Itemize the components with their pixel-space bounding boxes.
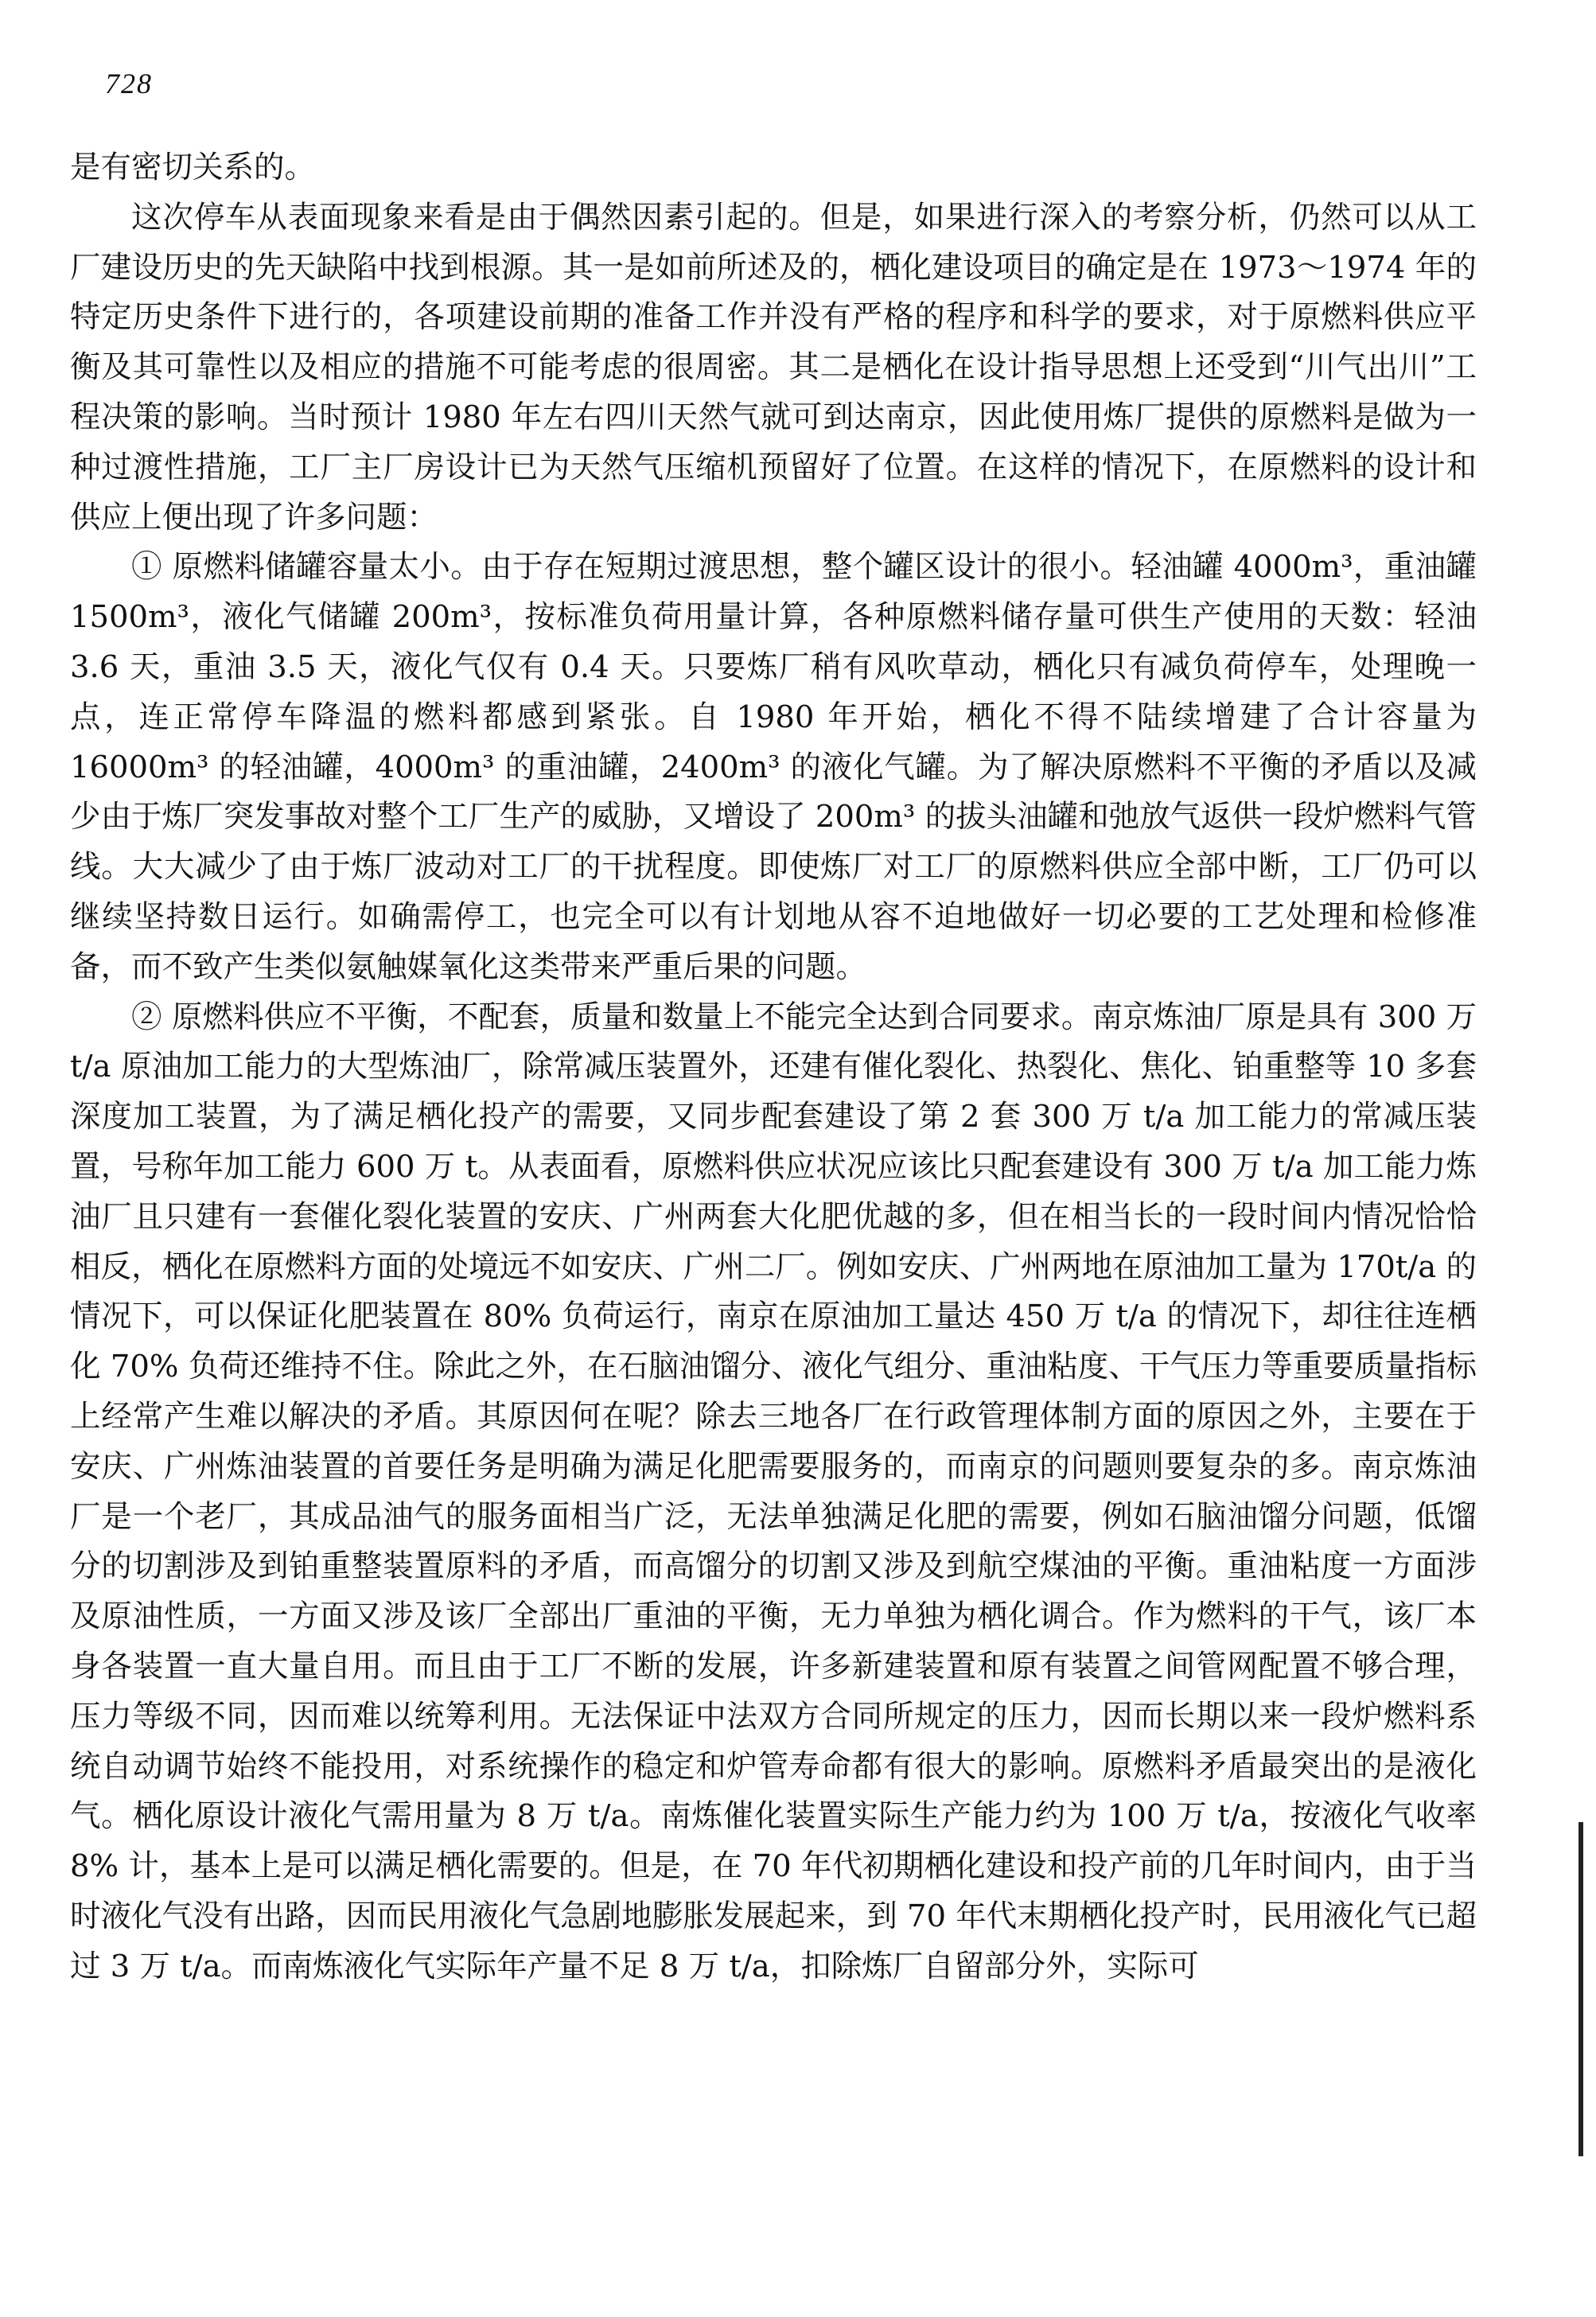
body-text [70, 143, 1477, 1992]
paragraph-continuation: 是有密切关系的。 [70, 150, 316, 185]
page-number: 728 [105, 68, 153, 99]
paragraph-storage-capacity: ① 原燃料储罐容量太小。由于存在短期过渡思想，整个罐区设计的很小。轻油罐 4000m³，重油罐 1500m³，液化气储罐 200m³，按标准负荷用量计算，各种原燃料储存量可供生产使用的天数：轻油 3.6 天，重油 3.5 天，液化气仅有 0.4 天。只要炼厂稍有风吹草动，栖化只有减负荷停车，处理晚一点，连正常停车降温的燃料都感到紧张。自 1980 年开始，栖化不得不陆续增建了合计容量为 16000m³ 的轻油罐，4000m³ 的重油罐，2400m³ 的液化气罐。为了解决原燃料不平衡的矛盾以及减少由于炼厂突发事故对整个工厂生产的威胁，又增设了 200m³ 的拔头油罐和弛放气返供一段炉燃料气管线。大大减少了由于炼厂波动对工厂的干扰程度。即使炼厂对工厂的原燃料供应全部中断，工厂仍可以继续坚持数日运行。如确需停工，也完全可以有计划地从容不迫地做好一切必要的工艺处理和检修准备，而不致产生类似氨触媒氧化这类带来严重后果的问题。 [70, 549, 1477, 985]
paragraph-root-cause: 这次停车从表面现象来看是由于偶然因素引起的。但是，如果进行深入的考察分析，仍然可以从工厂建设历史的先天缺陷中找到根源。其一是如前所述及的，栖化建设项目的确定是在 1973～1974 年的特定历史条件下进行的，各项建设前期的准备工作并没有严格的程序和科学的要求，对于原燃料供应平衡及其可靠性以及相应的措施不可能考虑的很周密。其二是栖化在设计指导思想上还受到“川气出川”工程决策的影响。当时预计 1980 年左右四川天然气就可到达南京，因此使用炼厂提供的原燃料是做为一种过渡性措施，工厂主厂房设计已为天然气压缩机预留好了位置。在这样的情况下，在原燃料的设计和供应上便出现了许多问题： [70, 199, 1477, 535]
paragraph-supply-imbalance: ② 原燃料供应不平衡，不配套，质量和数量上不能完全达到合同要求。南京炼油厂原是具有 300 万 t/a 原油加工能力的大型炼油厂，除常减压装置外，还建有催化裂化、热裂化、焦化、铂重整等 10 多套深度加工装置，为了满足栖化投产的需要，又同步配套建设了第 2 套 300 万 t/a 加工能力的常减压装置，号称年加工能力 600 万 t。从表面看，原燃料供应状况应该比只配套建设有 300 万 t/a 加工能力炼油厂且只建有一套催化裂化装置的安庆、广州两套大化肥优越的多，但在相当长的一段时间内情况恰恰相反，栖化在原燃料方面的处境远不如安庆、广州二厂。例如安庆、广州两地在原油加工量为 170t/a 的情况下，可以保证化肥装置在 80% 负荷运行，南京在原油加工量达 450 万 t/a 的情况下，却往往连栖化 70% 负荷还维持不住。除此之外，在石脑油馏分、液化气组分、重油粘度、干气压力等重要质量指标上经常产生难以解决的矛盾。其原因何在呢？除去三地各厂在行政管理体制方面的原因之外，主要在于安庆、广州炼油装置的首要任务是明确为满足化肥需要服务的，而南京的问题则要复杂的多。南京炼油厂是一个老厂，其成品油气的服务面相当广泛，无法单独满足化肥的需要，例如石脑油馏分问题，低馏分的切割涉及到铂重整装置原料的矛盾，而高馏分的切割又涉及到航空煤油的平衡。重油粘度一方面涉及原油性质，一方面又涉及该厂全部出厂重油的平衡，无力单独为栖化调合。作为燃料的干气，该厂本身各装置一直大量自用。而且由于工厂不断的发展，许多新建装置和原有装置之间管网配置不够合理，压力等级不同，因而难以统筹利用。无法保证中法双方合同所规定的压力，因而长期以来一段炉燃料系统自动调节始终不能投用，对系统操作的稳定和炉管寿命都有很大的影响。原燃料矛盾最突出的是液化气。栖化原设计液化气需用量为 8 万 t/a。南炼催化装置实际生产能力约为 100 万 t/a，按液化气收率 8% 计，基本上是可以满足栖化需要的。但是，在 70 年代初期栖化建设和投产前的几年时间内，由于当时液化气没有出路，因而民用液化气急剧地膨胀发展起来，到 70 年代末期栖化投产时，民用液化气已超过 3 万 t/a。而南炼液化气实际年产量不足 8 万 t/a，扣除炼厂自留部分外，实际可 [70, 999, 1477, 1984]
scan-edge-mark [1578, 1822, 1583, 2156]
